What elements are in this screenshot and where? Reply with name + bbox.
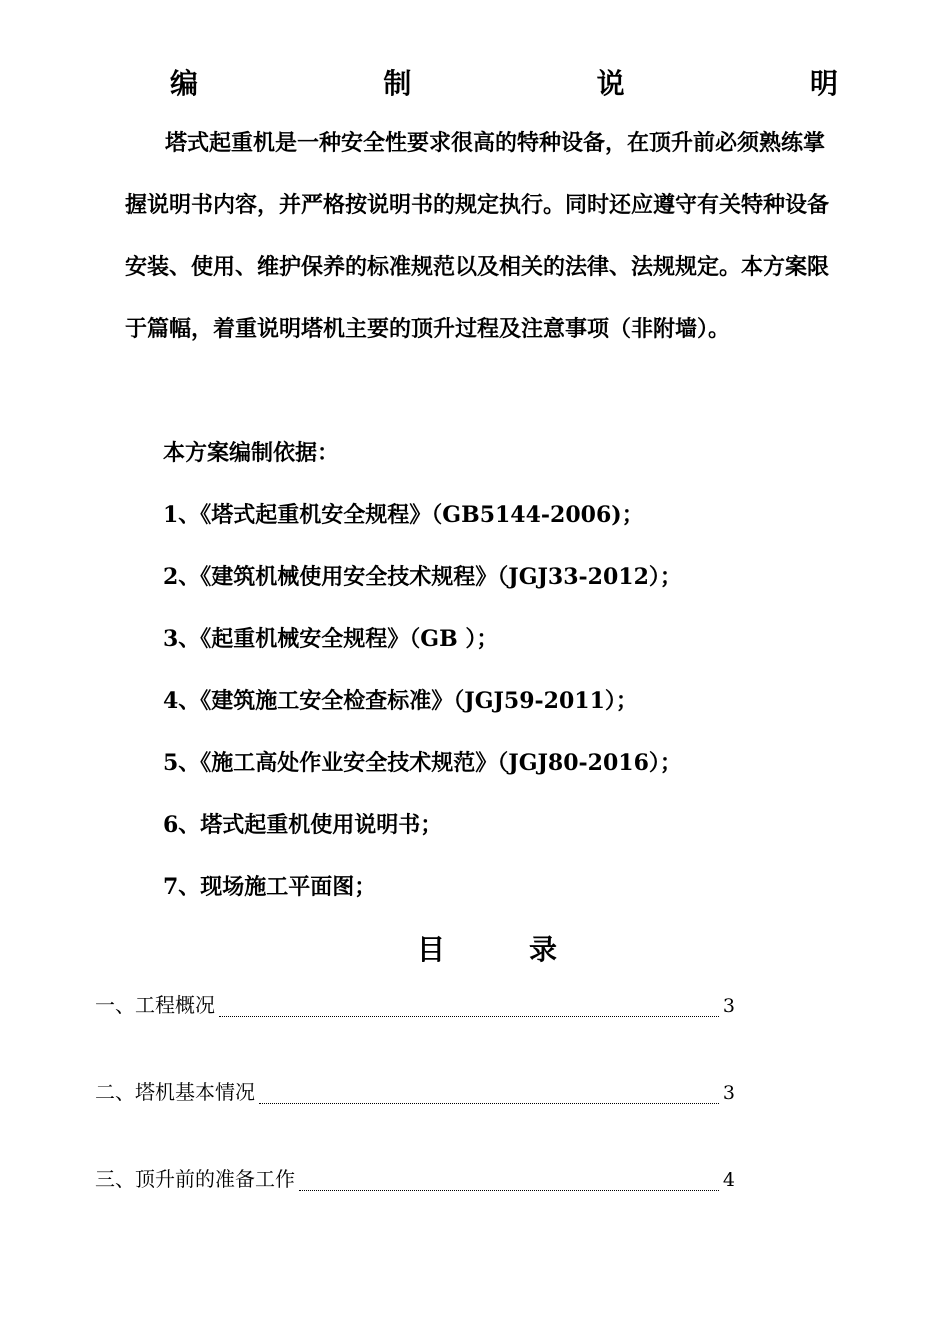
toc-entry-page: 3 [722, 995, 735, 1017]
toc-entry[interactable] [95, 988, 735, 1020]
basis-item: 5、《施工高处作业安全技术规范》（JGJ80-2016）； [163, 750, 682, 776]
basis-item: 6、塔式起重机使用说明书； [163, 812, 443, 838]
basis-item: 1、《塔式起重机安全规程》（GB5144-2006)； [163, 502, 644, 528]
basis-item: 2、《建筑机械使用安全技术规程》（JGJ33-2012）； [163, 564, 682, 590]
basis-item: 3、《起重机械安全规程》（GB ）； [163, 626, 499, 652]
basis-item: 7、现场施工平面图； [163, 874, 377, 900]
title-char: 明 [809, 67, 838, 100]
toc-leader-dots [299, 1189, 719, 1191]
toc-leader-dots [259, 1102, 719, 1104]
basis-heading: 本方案编制依据： [163, 440, 340, 466]
intro-paragraph [125, 112, 840, 360]
title-char: 制 [383, 67, 412, 100]
toc-entry[interactable] [95, 1162, 735, 1194]
toc-title-char: 录 [528, 933, 557, 966]
toc-entry[interactable] [95, 1075, 735, 1107]
document-title [170, 62, 838, 106]
title-char: 说 [596, 67, 625, 100]
toc-entry-label: 一、工程概况 [95, 995, 215, 1017]
basis-item: 4、《建筑施工安全检查标准》（JGJ59-2011）； [163, 688, 638, 714]
toc-leader-dots [219, 1015, 719, 1017]
toc-entry-page: 4 [722, 1169, 735, 1191]
toc-entry-label: 三、顶升前的准备工作 [95, 1169, 295, 1191]
toc-title-char: 目 [417, 933, 446, 966]
intro-text: 塔式起重机是一种安全性要求很高的特种设备，在顶升前必须熟练掌握说明书内容，并严格按说明书的规定执行。同时还应遵守有关特种设备安装、使用、维护保养的标准规范以及相关的法律、法规规定。本方案限于篇幅，着重说明塔机主要的顶升过程及注意事项（非附墙）。 [125, 130, 830, 342]
toc-title [417, 928, 557, 972]
toc-entry-label: 二、塔机基本情况 [95, 1082, 255, 1104]
toc-entry-page: 3 [722, 1082, 735, 1104]
title-char: 编 [170, 67, 199, 100]
